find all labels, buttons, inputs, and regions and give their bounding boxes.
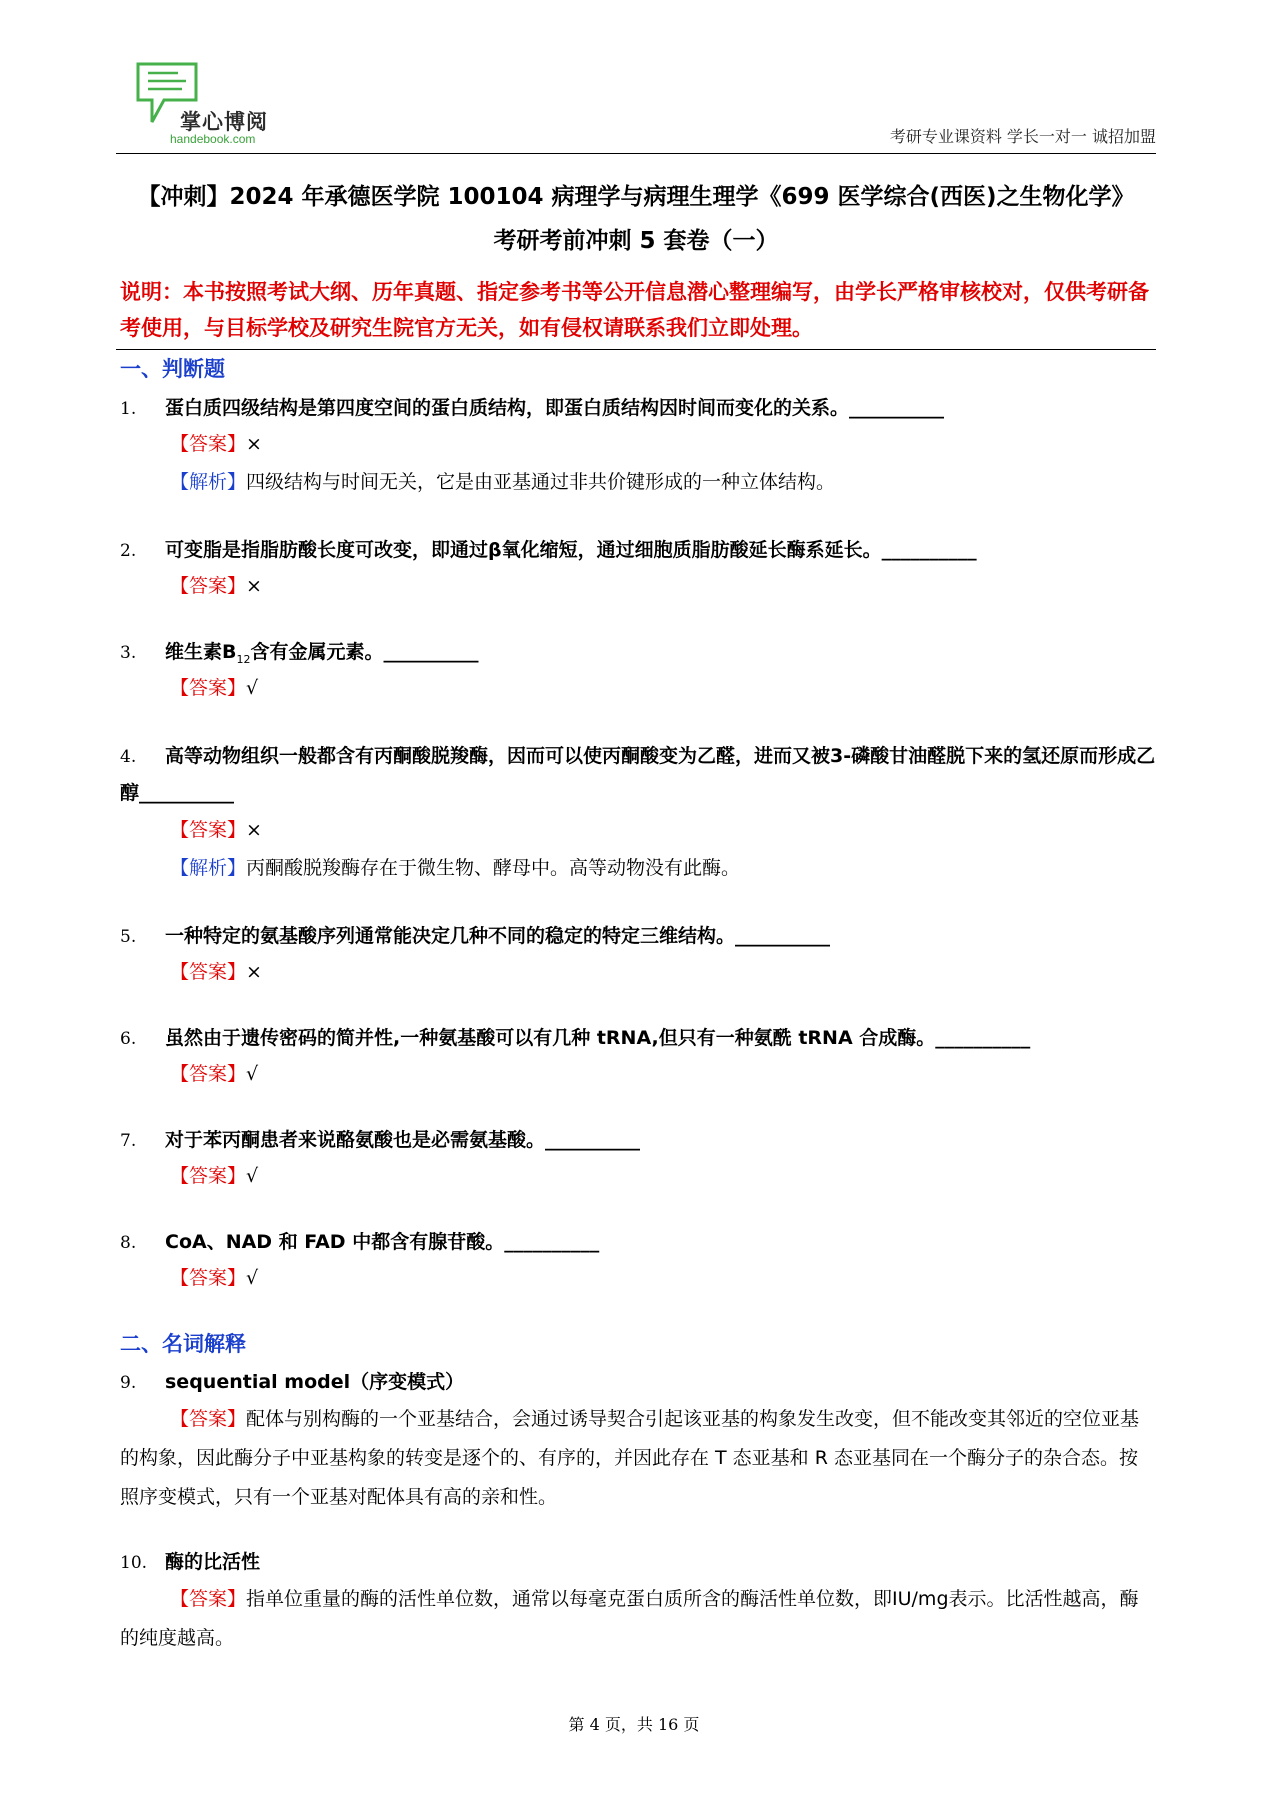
question-text: 酶的比活性 <box>165 1551 261 1573</box>
question-number: 10. <box>120 1553 148 1573</box>
disclaimer-notice: 说明：本书按照考试大纲、历年真题、指定参考书等公开信息潜心整理编写，由学长严格审核校对，仅供考研备考使用，与目标学校及研究生院官方无关，如有侵权请联系我们立即处理。 <box>120 280 1149 340</box>
section-heading-terms: 二、名词解释 <box>120 1332 246 1356</box>
title-line-1: 【冲刺】2024 年承德医学院 100104 病理学与病理生理学《699 医学综合(西医)之生物化学》 <box>137 184 1135 210</box>
notice-divider <box>116 349 1156 350</box>
question-text: sequential model（序变模式） <box>165 1371 465 1393</box>
answer-value: × <box>246 961 262 983</box>
answer-4 <box>170 812 262 848</box>
question-text: 蛋白质四级结构是第四度空间的蛋白质结构，即蛋白质结构因时间而变化的关系。__________ <box>165 397 945 419</box>
logo-name: 掌心博阅 <box>180 110 268 134</box>
logo <box>134 60 284 148</box>
answer-10 <box>120 1580 1156 1658</box>
question-9 <box>120 1364 1156 1401</box>
question-number: 8. <box>120 1233 137 1253</box>
question-text-end: 含有金属元素。__________ <box>250 641 479 663</box>
question-3 <box>120 634 1156 678</box>
question-number: 6. <box>120 1029 137 1049</box>
answer-text: 指单位重量的酶的活性单位数，通常以每毫克蛋白质所含的酶活性单位数，即IU/mg表示。比活性越高，酶的纯度越高。 <box>120 1588 1139 1649</box>
header-divider <box>116 153 1156 154</box>
answer-label: 【答案】 <box>170 1408 247 1430</box>
analysis-label: 【解析】 <box>170 857 247 879</box>
answer-label: 【答案】 <box>170 1063 247 1085</box>
question-text: 对于苯丙酮患者来说酪氨酸也是必需氨基酸。__________ <box>165 1129 641 1151</box>
question-10 <box>120 1544 1156 1581</box>
answer-label: 【答案】 <box>170 677 247 699</box>
question-8 <box>120 1224 1156 1261</box>
question-text: 可变脂是指脂肪酸长度可改变，即通过β氧化缩短，通过细胞质脂肪酸延长酶系延长。__________ <box>165 539 977 561</box>
question-number: 7. <box>120 1131 137 1151</box>
answer-value: √ <box>246 1063 259 1085</box>
header-slogan: 考研专业课资料 学长一对一 诚招加盟 <box>889 127 1156 146</box>
question-6 <box>120 1020 1156 1057</box>
answer-1 <box>170 426 262 462</box>
answer-label: 【答案】 <box>170 961 247 983</box>
question-text: 虽然由于遗传密码的简并性,一种氨基酸可以有几种 tRNA,但只有一种氨酰 tRNA 合成酶。__________ <box>165 1027 1031 1049</box>
answer-value: × <box>246 575 262 597</box>
answer-value: √ <box>246 677 259 699</box>
answer-label: 【答案】 <box>170 819 247 841</box>
question-7 <box>120 1122 1156 1159</box>
analysis-text: 丙酮酸脱羧酶存在于微生物、酵母中。高等动物没有此酶。 <box>246 857 741 879</box>
answer-label: 【答案】 <box>170 575 247 597</box>
question-5 <box>120 918 1156 955</box>
title-line-2: 考研考前冲刺 5 套卷（一） <box>493 228 779 254</box>
question-number: 1. <box>120 399 137 419</box>
answer-6 <box>170 1056 258 1092</box>
section-heading-judgement: 一、判断题 <box>120 357 225 381</box>
answer-2 <box>170 568 262 604</box>
question-number: 9. <box>120 1373 137 1393</box>
question-number: 5. <box>120 927 137 947</box>
question-2 <box>120 532 1156 569</box>
answer-value: √ <box>246 1165 259 1187</box>
answer-5 <box>170 954 262 990</box>
question-text: 高等动物组织一般都含有丙酮酸脱羧酶，因而可以使丙酮酸变为乙醛，进而又被3-磷酸甘油醛脱下来的氢还原而形成乙醇__________ <box>120 745 1156 804</box>
question-text: 一种特定的氨基酸序列通常能决定几种不同的稳定的特定三维结构。__________ <box>165 925 831 947</box>
analysis-1 <box>170 464 835 500</box>
answer-value: √ <box>246 1267 259 1289</box>
analysis-text: 四级结构与时间无关，它是由亚基通过非共价键形成的一种立体结构。 <box>246 471 836 493</box>
analysis-4 <box>170 850 740 886</box>
answer-label: 【答案】 <box>170 1588 247 1610</box>
analysis-label: 【解析】 <box>170 471 247 493</box>
answer-label: 【答案】 <box>170 433 247 455</box>
question-text: 维生素B <box>165 641 237 663</box>
answer-3 <box>170 670 258 706</box>
question-4 <box>120 738 1156 811</box>
question-1 <box>120 390 1156 427</box>
answer-8 <box>170 1260 258 1296</box>
answer-7 <box>170 1158 258 1194</box>
page-number: 第 4 页，共 16 页 <box>568 1715 700 1734</box>
subscript: 12 <box>236 652 251 666</box>
answer-label: 【答案】 <box>170 1267 247 1289</box>
answer-text: 配体与别构酶的一个亚基结合，会通过诱导契合引起该亚基的构象发生改变，但不能改变其邻近的空位亚基的构象，因此酶分子中亚基构象的转变是逐个的、有序的，并因此存在 T 态亚基和 R 态亚基同在一个酶分子的杂合态。按照序变模式，只有一个亚基对配体具有高的亲和性。 <box>120 1408 1140 1508</box>
answer-9 <box>120 1400 1156 1517</box>
question-number: 4. <box>120 747 137 767</box>
document-title <box>116 175 1156 263</box>
answer-value: × <box>246 819 262 841</box>
answer-value: × <box>246 433 262 455</box>
answer-label: 【答案】 <box>170 1165 247 1187</box>
question-number: 2. <box>120 541 137 561</box>
logo-url: handebook.com <box>170 132 256 146</box>
question-text: CoA、NAD 和 FAD 中都含有腺苷酸。__________ <box>165 1231 600 1253</box>
question-number: 3. <box>120 643 137 663</box>
